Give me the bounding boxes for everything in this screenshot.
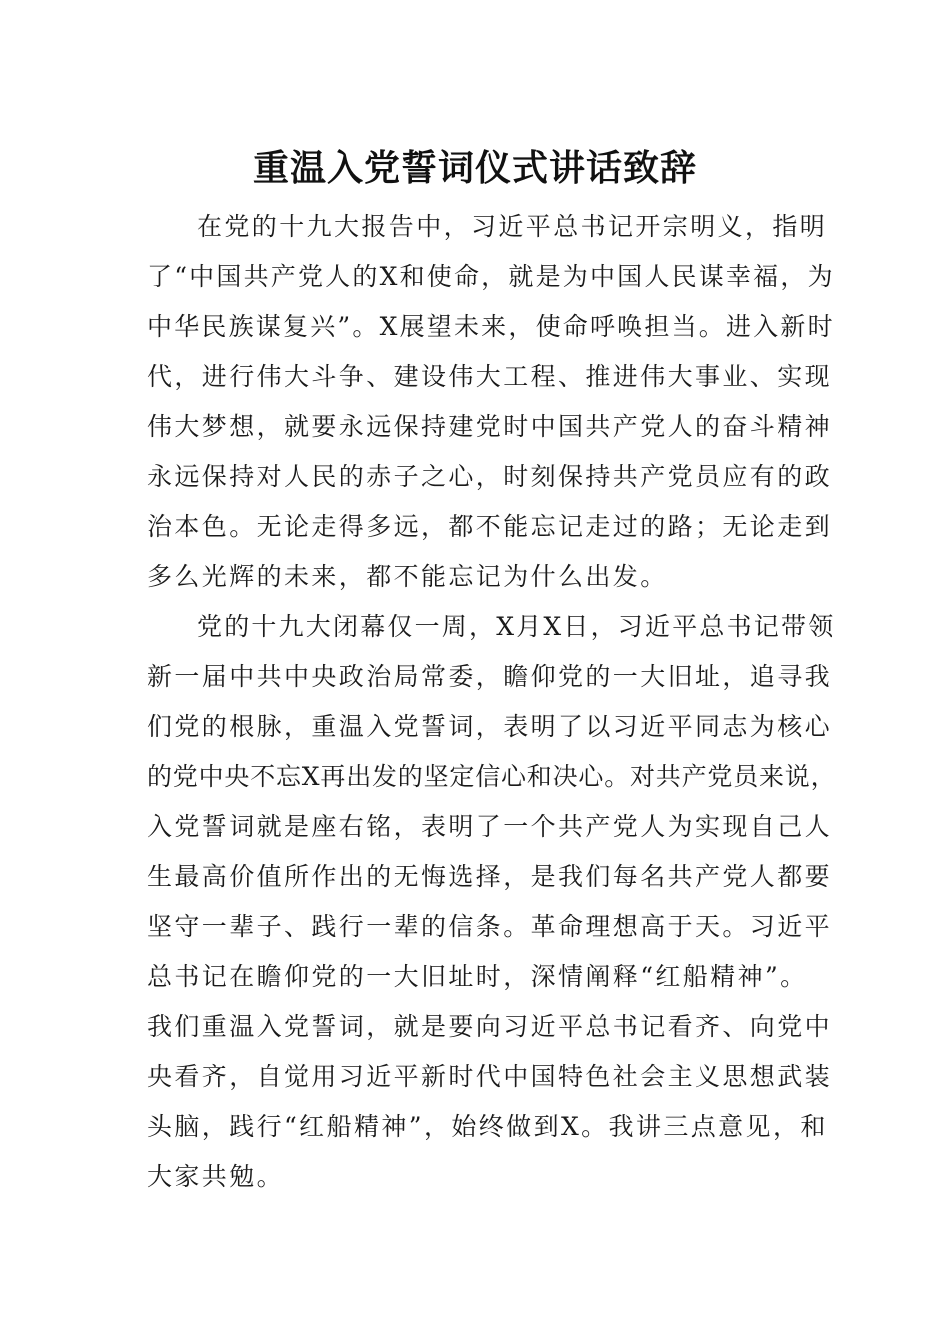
paragraph-line: 伟大梦想，就要永远保持建党时中国共产党人的奋斗精神 xyxy=(147,412,833,441)
paragraph-line: 中华民族谋复兴”。X展望未来，使命呼唤担当。进入新时 xyxy=(147,312,835,341)
paragraph-line: 的党中央不忘X再出发的坚定信心和决心。对共产党员来说， xyxy=(147,762,837,791)
document-body xyxy=(147,202,837,1202)
paragraph-2 xyxy=(147,602,837,1202)
paragraph-line: 新一届中共中央政治局常委，瞻仰党的一大旧址，追寻我 xyxy=(147,662,833,691)
paragraph-line: 入党誓词就是座右铭，表明了一个共产党人为实现自己人 xyxy=(147,812,833,841)
paragraph-line: 治本色。无论走得多远，都不能忘记走过的路；无论走到 xyxy=(147,512,833,541)
paragraph-1 xyxy=(147,202,835,602)
document-title: 重温入党誓词仪式讲话致辞 xyxy=(252,147,697,189)
paragraph-line: 永远保持对人民的赤子之心，时刻保持共产党员应有的政 xyxy=(147,462,833,491)
paragraph-line: 多么光辉的未来，都不能忘记为什么出发。 xyxy=(147,562,668,591)
paragraph-line: 我们重温入党誓词，就是要向习近平总书记看齐、向党中 xyxy=(147,1012,833,1041)
paragraph-line: 们党的根脉，重温入党誓词，表明了以习近平同志为核心 xyxy=(147,712,833,741)
paragraph-line: 代，进行伟大斗争、建设伟大工程、推进伟大事业、实现 xyxy=(147,362,833,391)
paragraph-line: 总书记在瞻仰党的一大旧址时，深情阐释“红船精神”。 xyxy=(147,962,808,991)
paragraph-line: 了“中国共产党人的X和使命，就是为中国人民谋幸福，为 xyxy=(147,262,835,291)
paragraph-line: 央看齐，自觉用习近平新时代中国特色社会主义思想武装 xyxy=(147,1062,833,1091)
paragraph-line: 坚守一辈子、践行一辈的信条。革命理想高于天。习近平 xyxy=(147,912,833,941)
paragraph-line: 生最高价值所作出的无悔选择，是我们每名共产党人都要 xyxy=(147,862,833,891)
paragraph-line: 头脑，践行“红船精神”，始终做到X。我讲三点意见，和 xyxy=(147,1112,828,1141)
paragraph-line: 大家共勉。 xyxy=(147,1162,285,1191)
paragraph-line: 党的十九大闭幕仅一周，X月X日，习近平总书记带领 xyxy=(197,612,836,641)
paragraph-line: 在党的十九大报告中，习近平总书记开宗明义，指明 xyxy=(197,212,828,241)
